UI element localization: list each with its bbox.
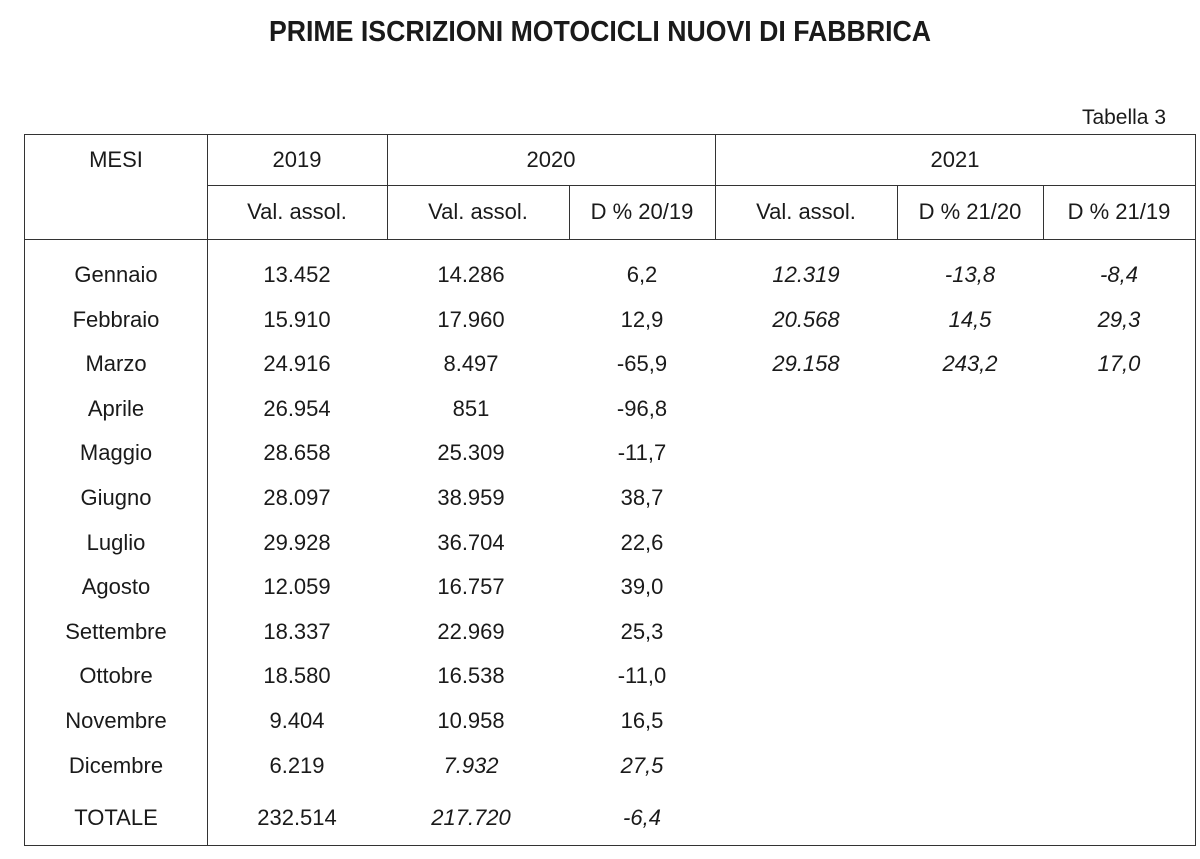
cell-val-2020: 25.309 bbox=[437, 440, 505, 466]
cell-mese: TOTALE bbox=[74, 805, 158, 830]
cell-d-2019: 6,2 bbox=[626, 262, 658, 287]
cell-val-2020: 14.286 bbox=[437, 262, 505, 287]
cell-val-2019: 29.928 bbox=[263, 529, 331, 555]
cell-d-2019: -96,8 bbox=[616, 395, 668, 421]
cell-val-2020: 851 bbox=[452, 395, 490, 421]
cell-val-2019: 9.404 bbox=[269, 708, 325, 733]
cell-val-2019: 12.059 bbox=[263, 574, 331, 600]
cell-val-2020: 36.704 bbox=[437, 529, 505, 555]
cell-mese: Marzo bbox=[85, 351, 147, 377]
cell-val-2020: 22.969 bbox=[437, 618, 505, 644]
cell-d-2119: 29,3 bbox=[1097, 306, 1141, 332]
cell-d-2019: 38,7 bbox=[620, 485, 664, 510]
cell-d-2019: -11,7 bbox=[617, 440, 667, 466]
cell-mese: Febbraio bbox=[72, 306, 160, 332]
cell-val-2020: 10.958 bbox=[437, 708, 505, 733]
cell-mese: Novembre bbox=[65, 708, 167, 733]
subheader-val-2020: Val. assol. bbox=[428, 199, 528, 224]
cell-d-2019: -6,4 bbox=[623, 805, 661, 830]
cell-mese: Gennaio bbox=[74, 262, 158, 287]
cell-d-2019: -11,0 bbox=[617, 663, 667, 689]
data-table bbox=[24, 134, 1196, 846]
cell-val-2019: 6.219 bbox=[269, 752, 325, 778]
cell-mese: Settembre bbox=[65, 618, 167, 644]
cell-val-2019: 13.452 bbox=[263, 262, 331, 287]
subheader-val-2021: Val. assol. bbox=[756, 199, 856, 224]
page-title: PRIME ISCRIZIONI MOTOCICLI NUOVI DI FABBRICA bbox=[268, 16, 932, 48]
cell-val-2020: 38.959 bbox=[437, 485, 505, 510]
cell-val-2019: 28.097 bbox=[263, 485, 331, 510]
cell-mese: Luglio bbox=[86, 529, 146, 555]
cell-mese: Dicembre bbox=[68, 752, 164, 778]
cell-val-2020: 16.757 bbox=[437, 574, 505, 600]
cell-val-2021: 20.568 bbox=[772, 306, 840, 332]
subheader-d-2119: D % 21/19 bbox=[1067, 199, 1171, 224]
header-mesi: MESI bbox=[89, 147, 143, 172]
cell-val-2021: 12.319 bbox=[772, 262, 840, 287]
cell-d-2019: -65,9 bbox=[616, 351, 668, 377]
header-2019: 2019 bbox=[272, 147, 322, 172]
cell-val-2020: 7.932 bbox=[443, 752, 499, 778]
cell-d-2120: 243,2 bbox=[942, 351, 998, 377]
cell-val-2019: 18.337 bbox=[263, 618, 331, 644]
subheader-d-2120: D % 21/20 bbox=[918, 199, 1022, 224]
cell-d-2019: 12,9 bbox=[620, 306, 664, 332]
cell-d-2120: 14,5 bbox=[948, 306, 992, 332]
subheader-d-2019: D % 20/19 bbox=[590, 199, 694, 224]
header-divider bbox=[25, 239, 1195, 240]
cell-mese: Aprile bbox=[87, 395, 145, 421]
cell-val-2020: 16.538 bbox=[437, 663, 505, 689]
cell-val-2019: 18.580 bbox=[263, 663, 331, 689]
cell-val-2019: 15.910 bbox=[263, 306, 331, 332]
cell-val-2020: 8.497 bbox=[443, 351, 499, 377]
cell-d-2019: 25,3 bbox=[620, 618, 664, 644]
cell-val-2019: 26.954 bbox=[263, 395, 331, 421]
subheader-val-2019: Val. assol. bbox=[247, 199, 347, 224]
cell-mese: Giugno bbox=[80, 485, 152, 510]
cell-val-2019: 24.916 bbox=[263, 351, 331, 377]
cell-d-2119: 17,0 bbox=[1097, 351, 1141, 377]
table-label: Tabella 3 bbox=[1081, 106, 1166, 129]
cell-mese: Maggio bbox=[79, 440, 153, 466]
cell-val-2019: 232.514 bbox=[257, 805, 337, 830]
cell-val-2020: 17.960 bbox=[437, 306, 505, 332]
cell-val-2020: 217.720 bbox=[431, 805, 511, 830]
cell-val-2019: 28.658 bbox=[263, 440, 331, 466]
cell-d-2019: 22,6 bbox=[620, 529, 664, 555]
cell-d-2019: 27,5 bbox=[620, 752, 664, 778]
header-2020: 2020 bbox=[526, 147, 576, 172]
cell-d-2019: 39,0 bbox=[620, 574, 664, 600]
cell-mese: Ottobre bbox=[79, 663, 153, 689]
cell-d-2120: -13,8 bbox=[944, 262, 996, 287]
cell-d-2119: -8,4 bbox=[1100, 262, 1138, 287]
cell-d-2019: 16,5 bbox=[620, 708, 664, 733]
header-2021: 2021 bbox=[930, 147, 980, 172]
header-divider bbox=[207, 185, 1195, 186]
cell-mese: Agosto bbox=[81, 574, 151, 600]
cell-val-2021: 29.158 bbox=[772, 351, 840, 377]
